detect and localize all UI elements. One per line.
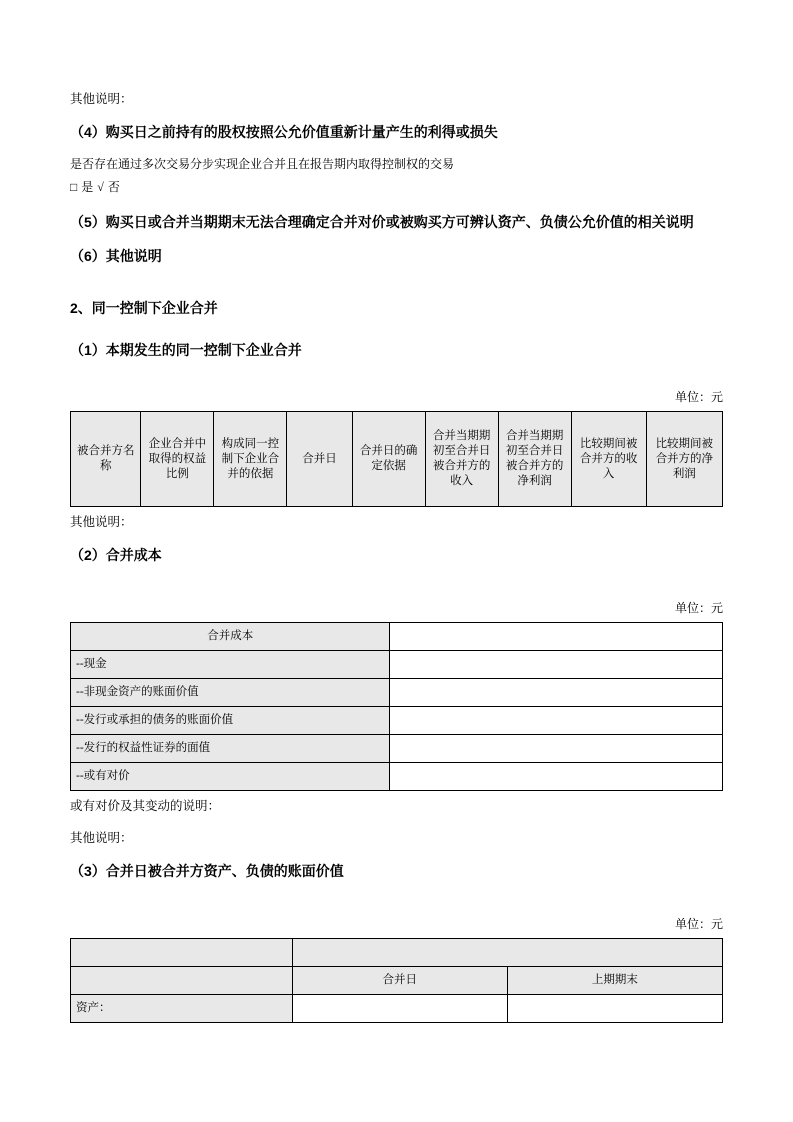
merger-table (70, 411, 723, 507)
table-row (71, 651, 723, 679)
bookvalue-row-assets-prior-period[interactable] (507, 995, 722, 1023)
cost-row-debt-label: --发行或承担的债务的账面价值 (71, 707, 390, 735)
section-heading-4: （4）购买日之前持有的股权按照公允价值重新计量产生的利得或损失 (70, 124, 498, 140)
section-heading-5: （5）购买日或合并当期期末无法合理确定合并对价或被购买方可辨认资产、负债公允价值的相关说明 (70, 214, 694, 230)
unit-label-merger: 单位：元 (674, 390, 723, 404)
merger-col-6: 合并当期期初至合并日被合并方的净利润 (498, 412, 571, 507)
bookvalue-col-prior-period: 上期期末 (507, 967, 722, 995)
other-note-after-merger: 其他说明： (70, 515, 133, 529)
table-row (71, 623, 723, 651)
cost-row-cash-label: --现金 (71, 651, 390, 679)
table-row (71, 763, 723, 791)
book-value-table (70, 938, 723, 1023)
merger-col-0: 被合并方名称 (71, 412, 141, 507)
cost-row-equity-value[interactable] (390, 735, 723, 763)
merger-col-8: 比较期间被合并方的净利润 (646, 412, 722, 507)
cost-row-debt-value[interactable] (390, 707, 723, 735)
table-row (71, 995, 723, 1023)
merger-col-4: 合并日的确定依据 (352, 412, 425, 507)
cost-row-noncash-label: --非现金资产的账面价值 (71, 679, 390, 707)
other-note-top: 其他说明： (70, 92, 133, 106)
merger-col-1: 企业合并中取得的权益比例 (141, 412, 214, 507)
unit-label-cost: 单位：元 (674, 601, 723, 615)
cost-row-contingent-value[interactable] (390, 763, 723, 791)
section-heading-6: （6）其他说明 (70, 248, 162, 264)
cost-row-equity-label: --发行的权益性证券的面值 (71, 735, 390, 763)
other-note-after-cost: 其他说明： (70, 831, 133, 845)
table-row (71, 412, 723, 507)
merger-col-2: 构成同一控制下企业合并的依据 (214, 412, 287, 507)
bookvalue-top-span-cell (292, 939, 722, 967)
table-row (71, 707, 723, 735)
cost-header-value[interactable] (390, 623, 723, 651)
yes-no-choice[interactable]: □ 是 √ 否 (70, 180, 121, 194)
bookvalue-empty-header (71, 967, 293, 995)
multi-step-question: 是否存在通过多次交易分步实现企业合并且在报告期内取得控制权的交易 (70, 157, 455, 171)
document-content (70, 90, 723, 1023)
merger-col-7: 比较期间被合并方的收入 (571, 412, 646, 507)
cost-header-label: 合并成本 (71, 623, 390, 651)
contingent-consideration-note: 或有对价及其变动的说明： (70, 799, 221, 813)
table-row (71, 679, 723, 707)
unit-label-bookvalue: 单位：元 (674, 917, 723, 931)
section-heading-common-control: 2、同一控制下企业合并 (70, 300, 218, 316)
section-heading-cost: （2）合并成本 (70, 547, 162, 563)
bookvalue-corner-cell (71, 939, 293, 967)
bookvalue-col-merger-date: 合并日 (292, 967, 507, 995)
bookvalue-row-assets-merger-date[interactable] (292, 995, 507, 1023)
bookvalue-row-assets-label: 资产： (71, 995, 293, 1023)
merger-col-5: 合并当期期初至合并日被合并方的收入 (425, 412, 498, 507)
merger-cost-table (70, 622, 723, 791)
cost-row-cash-value[interactable] (390, 651, 723, 679)
table-row (71, 939, 723, 967)
merger-col-3: 合并日 (287, 412, 352, 507)
table-row (71, 735, 723, 763)
cost-row-contingent-label: --或有对价 (71, 763, 390, 791)
section-heading-bookvalue: （3）合并日被合并方资产、负债的账面价值 (70, 863, 344, 879)
table-row (71, 967, 723, 995)
section-heading-current-merger: （1）本期发生的同一控制下企业合并 (70, 342, 302, 358)
cost-row-noncash-value[interactable] (390, 679, 723, 707)
